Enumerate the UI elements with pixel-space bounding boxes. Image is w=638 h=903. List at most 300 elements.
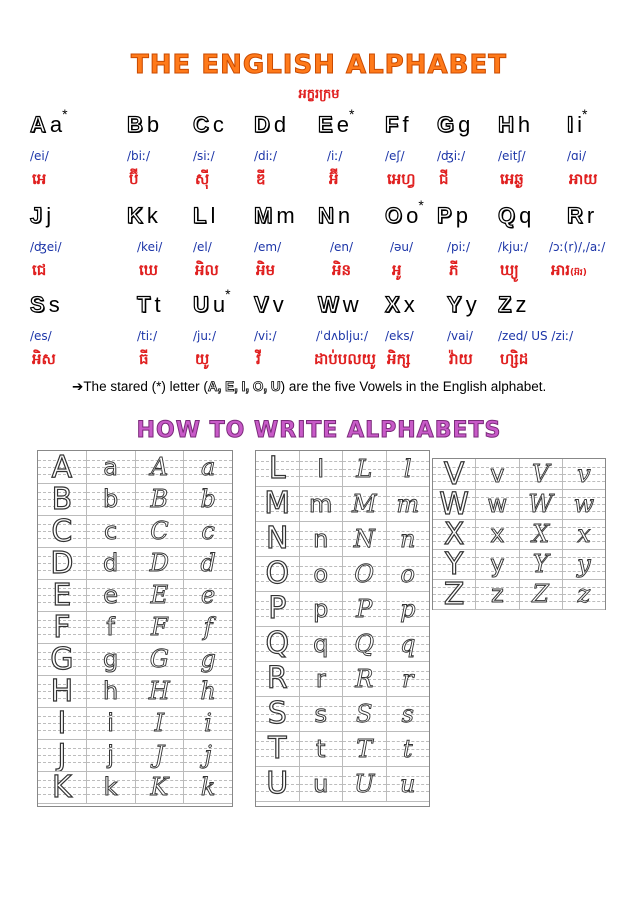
uppercase-letter: N xyxy=(318,203,334,228)
print-lowercase-glyph: u xyxy=(313,769,329,798)
cursive-uppercase-glyph: H xyxy=(148,677,170,705)
cursive-lowercase-box xyxy=(387,696,430,731)
cursive-lowercase-box xyxy=(563,549,605,579)
cursive-lowercase-box xyxy=(184,611,232,643)
writing-row-j xyxy=(38,739,232,772)
print-uppercase-glyph: H xyxy=(50,675,74,707)
cursive-uppercase-glyph: Z xyxy=(532,580,549,608)
writing-chart-l-u xyxy=(255,450,430,807)
uppercase-letter: C xyxy=(193,112,209,137)
khmer-pronunciation xyxy=(32,261,46,283)
uppercase-letter: M xyxy=(254,203,273,228)
lowercase-letter: s xyxy=(48,292,60,317)
print-lowercase-glyph: v xyxy=(490,460,505,488)
writing-chart-a-k xyxy=(37,450,233,807)
cursive-lowercase-box xyxy=(387,766,430,801)
print-uppercase-box xyxy=(256,521,300,556)
print-uppercase-box xyxy=(433,519,476,549)
khmer-text: អិក្ស xyxy=(387,350,411,368)
khmer-text: ឌី xyxy=(256,170,266,188)
cursive-uppercase-box xyxy=(520,519,563,549)
cursive-lowercase-box xyxy=(387,521,430,556)
khmer-pronunciation xyxy=(387,170,416,192)
writing-row-v xyxy=(433,459,605,490)
print-lowercase-box xyxy=(87,515,136,547)
cursive-lowercase-box xyxy=(184,739,232,771)
cursive-lowercase-box xyxy=(387,486,430,521)
ipa-pronunciation: /vai/ xyxy=(447,329,473,343)
ipa-pronunciation: /ʤiː/ xyxy=(437,149,466,163)
print-uppercase-box xyxy=(38,675,87,707)
khmer-text: អារ xyxy=(551,261,571,279)
cursive-uppercase-box xyxy=(136,515,185,547)
writing-row-l xyxy=(256,451,429,487)
print-lowercase-glyph: j xyxy=(107,741,114,769)
lowercase-letter: j xyxy=(46,203,52,228)
print-uppercase-box xyxy=(433,549,476,579)
print-lowercase-box xyxy=(476,579,519,609)
print-uppercase-box xyxy=(38,515,87,547)
print-uppercase-box xyxy=(38,451,87,483)
print-lowercase-glyph: r xyxy=(315,664,326,693)
cursive-uppercase-glyph: I xyxy=(154,709,165,737)
cursive-uppercase-glyph: Y xyxy=(532,550,549,578)
cursive-uppercase-box xyxy=(343,556,387,591)
print-uppercase-box xyxy=(256,556,300,591)
print-lowercase-box xyxy=(87,611,136,643)
cursive-lowercase-box xyxy=(184,771,232,803)
cursive-uppercase-box xyxy=(343,451,387,486)
print-lowercase-box xyxy=(300,661,344,696)
print-lowercase-box xyxy=(476,489,519,519)
khmer-text: យូ xyxy=(195,350,210,368)
cursive-uppercase-box xyxy=(136,643,185,675)
print-uppercase-box xyxy=(256,766,300,801)
lowercase-letter: u xyxy=(212,292,226,317)
ipa-pronunciation: /eʃ/ xyxy=(385,149,405,163)
print-uppercase-box xyxy=(38,611,87,643)
uppercase-letter: I xyxy=(567,112,574,137)
ipa-pronunciation: /iː/ xyxy=(327,149,343,163)
khmer-pronunciation xyxy=(256,350,261,372)
cursive-uppercase-box xyxy=(136,547,185,579)
uppercase-letter: A xyxy=(30,112,46,137)
print-uppercase-box xyxy=(256,451,300,486)
letter-o xyxy=(385,197,424,229)
print-uppercase-glyph: Q xyxy=(265,626,290,661)
khmer-pronunciation xyxy=(139,350,149,372)
print-uppercase-box xyxy=(38,739,87,771)
letter-r xyxy=(567,203,594,229)
print-lowercase-box xyxy=(87,547,136,579)
vowel-star-icon: * xyxy=(225,286,231,302)
print-uppercase-glyph: L xyxy=(268,451,286,486)
print-lowercase-box xyxy=(87,675,136,707)
cursive-uppercase-box xyxy=(343,521,387,556)
cursive-uppercase-glyph: V xyxy=(531,460,550,488)
cursive-lowercase-box xyxy=(184,643,232,675)
writing-row-i xyxy=(38,707,232,740)
cursive-lowercase-box xyxy=(563,519,605,549)
lowercase-letter: y xyxy=(465,292,477,317)
print-lowercase-box xyxy=(300,521,344,556)
lowercase-letter: v xyxy=(272,292,284,317)
letter-q xyxy=(498,203,531,229)
khmer-pronunciation xyxy=(449,261,459,283)
uppercase-letter: D xyxy=(254,112,270,137)
cursive-uppercase-glyph: O xyxy=(354,559,375,588)
cursive-lowercase-box xyxy=(387,591,430,626)
cursive-lowercase-glyph: f xyxy=(203,613,213,641)
ipa-pronunciation: /diː/ xyxy=(254,149,278,163)
ipa-pronunciation: /ˈdʌbljuː/ xyxy=(316,329,369,343)
cursive-lowercase-glyph: x xyxy=(577,520,591,548)
khmer-pronunciation xyxy=(500,350,528,372)
khmer-pronunciation xyxy=(195,170,209,192)
letter-k xyxy=(127,203,158,229)
cursive-lowercase-box xyxy=(184,483,232,515)
khmer-text: ធី xyxy=(139,350,149,368)
print-lowercase-box xyxy=(300,626,344,661)
print-uppercase-box xyxy=(38,771,87,803)
print-uppercase-glyph: D xyxy=(50,547,74,579)
print-uppercase-glyph: G xyxy=(50,643,74,675)
cursive-lowercase-box xyxy=(563,489,605,519)
khmer-text: ឃ្យូ xyxy=(500,261,519,279)
khmer-pronunciation xyxy=(439,170,449,192)
lowercase-letter: d xyxy=(273,112,287,137)
print-uppercase-glyph: F xyxy=(53,611,71,643)
cursive-lowercase-glyph: q xyxy=(400,629,416,658)
cursive-uppercase-box xyxy=(136,675,185,707)
print-uppercase-box xyxy=(256,661,300,696)
cursive-uppercase-glyph: X xyxy=(532,520,550,548)
ipa-pronunciation: /juː/ xyxy=(193,329,217,343)
khmer-text: ជី xyxy=(439,170,449,188)
print-uppercase-box xyxy=(433,579,476,609)
cursive-uppercase-glyph: M xyxy=(351,489,377,518)
letter-d xyxy=(254,112,286,138)
khmer-text: ភី xyxy=(449,261,459,279)
letter-c xyxy=(193,112,224,138)
lowercase-letter: g xyxy=(458,112,471,137)
arrow-icon: ➔ xyxy=(72,379,84,394)
print-uppercase-box xyxy=(256,696,300,731)
note-text-before: The stared (*) letter ( xyxy=(83,379,208,394)
vowel-star-icon: * xyxy=(62,106,68,122)
uppercase-letter: E xyxy=(318,112,333,137)
print-lowercase-box xyxy=(87,643,136,675)
khmer-text: អិល xyxy=(195,261,219,279)
khmer-pronunciation xyxy=(314,350,376,372)
print-uppercase-box xyxy=(256,731,300,766)
print-uppercase-glyph: O xyxy=(265,556,290,591)
print-uppercase-box xyxy=(38,707,87,739)
cursive-lowercase-glyph: y xyxy=(577,550,591,578)
letter-g xyxy=(437,112,470,138)
print-uppercase-box xyxy=(38,579,87,611)
lowercase-letter: c xyxy=(212,112,224,137)
cursive-lowercase-glyph: v xyxy=(577,460,591,488)
khmer-pronunciation xyxy=(256,261,275,283)
writing-row-d xyxy=(38,547,232,580)
khmer-text: អិស xyxy=(32,350,56,368)
print-lowercase-box xyxy=(87,451,136,483)
print-uppercase-glyph: M xyxy=(264,486,291,521)
cursive-uppercase-glyph: P xyxy=(356,594,373,623)
cursive-uppercase-box xyxy=(520,459,563,489)
print-lowercase-glyph: c xyxy=(104,517,118,545)
section-title-how-to-write: HOW TO WRITE ALPHABETS xyxy=(136,418,502,443)
print-lowercase-box xyxy=(87,707,136,739)
ipa-pronunciation: /əu/ xyxy=(390,240,414,254)
print-uppercase-box xyxy=(256,626,300,661)
cursive-lowercase-glyph: w xyxy=(573,490,595,518)
khmer-text: អាយ xyxy=(569,170,598,188)
cursive-lowercase-box xyxy=(563,459,605,489)
lowercase-letter: l xyxy=(210,203,216,228)
print-uppercase-glyph: K xyxy=(52,771,72,803)
writing-row-y xyxy=(433,549,605,580)
khmer-alt-text: (អ៊រ) xyxy=(570,268,587,278)
print-lowercase-box xyxy=(87,739,136,771)
cursive-lowercase-glyph: m xyxy=(396,489,420,518)
cursive-lowercase-glyph: r xyxy=(402,664,414,693)
lowercase-letter: b xyxy=(146,112,160,137)
writing-row-c xyxy=(38,515,232,548)
cursive-lowercase-glyph: t xyxy=(402,734,413,763)
writing-row-q xyxy=(256,626,429,662)
cursive-lowercase-box xyxy=(563,579,605,609)
print-uppercase-glyph: W xyxy=(439,489,469,519)
writing-row-u xyxy=(256,766,429,802)
cursive-lowercase-box xyxy=(184,707,232,739)
lowercase-letter: z xyxy=(515,292,527,317)
cursive-uppercase-box xyxy=(343,626,387,661)
print-lowercase-glyph: t xyxy=(316,734,326,763)
lowercase-letter: k xyxy=(146,203,158,228)
print-uppercase-glyph: X xyxy=(443,519,465,549)
writing-row-h xyxy=(38,675,232,708)
cursive-uppercase-box xyxy=(343,696,387,731)
print-uppercase-box xyxy=(38,483,87,515)
ipa-pronunciation: /biː/ xyxy=(127,149,151,163)
uppercase-letter: O xyxy=(385,203,403,228)
letter-m xyxy=(254,203,295,229)
letter-x xyxy=(385,292,415,318)
print-lowercase-box xyxy=(300,696,344,731)
writing-row-b xyxy=(38,483,232,516)
cursive-lowercase-box xyxy=(184,451,232,483)
lowercase-letter: r xyxy=(586,203,595,228)
note-text-after: ) are the five Vowels in the English alphabet. xyxy=(280,379,547,394)
cursive-uppercase-box xyxy=(520,579,563,609)
print-uppercase-glyph: I xyxy=(57,707,67,739)
print-lowercase-glyph: g xyxy=(103,645,119,673)
lowercase-letter: i xyxy=(577,112,583,137)
cursive-uppercase-box xyxy=(136,739,185,771)
cursive-uppercase-glyph: T xyxy=(356,734,373,763)
print-uppercase-glyph: B xyxy=(51,483,73,515)
uppercase-letter: Y xyxy=(447,292,462,317)
cursive-lowercase-glyph: i xyxy=(204,709,212,737)
print-lowercase-glyph: m xyxy=(309,489,333,518)
ipa-pronunciation: /viː/ xyxy=(254,329,277,343)
cursive-lowercase-glyph: d xyxy=(200,549,216,577)
cursive-lowercase-box xyxy=(387,731,430,766)
uppercase-letter: P xyxy=(437,203,452,228)
khmer-text: ស៊ី xyxy=(195,170,210,188)
print-lowercase-glyph: f xyxy=(106,613,115,641)
cursive-lowercase-glyph: e xyxy=(201,581,216,609)
ipa-pronunciation: /kjuː/ xyxy=(498,240,529,254)
print-uppercase-glyph: P xyxy=(268,591,287,626)
letter-i xyxy=(567,106,588,138)
writing-row-t xyxy=(256,731,429,767)
print-uppercase-box xyxy=(256,591,300,626)
khmer-pronunciation xyxy=(329,170,339,192)
khmer-text: ជេ xyxy=(32,261,47,279)
lowercase-letter: w xyxy=(342,292,359,317)
ipa-pronunciation: /ɑi/ xyxy=(567,149,587,163)
khmer-text: អេ xyxy=(32,170,47,188)
letter-l xyxy=(193,203,215,229)
ipa-pronunciation: /em/ xyxy=(254,240,282,254)
print-lowercase-box xyxy=(476,459,519,489)
letter-j xyxy=(30,203,51,229)
ipa-pronunciation: /siː/ xyxy=(193,149,215,163)
print-lowercase-glyph: e xyxy=(103,581,118,609)
print-uppercase-box xyxy=(38,547,87,579)
print-lowercase-box xyxy=(476,549,519,579)
print-lowercase-glyph: q xyxy=(313,629,329,658)
uppercase-letter: R xyxy=(567,203,583,228)
cursive-uppercase-glyph: L xyxy=(356,454,373,483)
cursive-uppercase-glyph: U xyxy=(354,769,375,798)
lowercase-letter: n xyxy=(337,203,351,228)
khmer-pronunciation xyxy=(256,170,266,192)
writing-row-w xyxy=(433,489,605,520)
khmer-pronunciation xyxy=(449,350,473,372)
cursive-lowercase-glyph: b xyxy=(200,485,216,513)
ipa-pronunciation: /el/ xyxy=(193,240,212,254)
ipa-pronunciation: /es/ xyxy=(30,329,52,343)
print-lowercase-box xyxy=(300,451,344,486)
letter-z xyxy=(498,292,526,318)
print-uppercase-glyph: U xyxy=(266,766,289,801)
uppercase-letter: K xyxy=(127,203,143,228)
writing-row-g xyxy=(38,643,232,676)
cursive-lowercase-glyph: o xyxy=(400,559,415,588)
vowel-star-icon: * xyxy=(582,106,588,122)
khmer-pronunciation xyxy=(392,261,402,283)
cursive-uppercase-glyph: C xyxy=(150,517,169,545)
cursive-lowercase-box xyxy=(184,675,232,707)
cursive-uppercase-box xyxy=(136,707,185,739)
note-vowels: A, E, I, O, U xyxy=(207,379,281,394)
khmer-text: វី xyxy=(256,350,261,368)
print-uppercase-glyph: Y xyxy=(444,549,464,579)
letter-n xyxy=(318,203,350,229)
page-title: THE ENGLISH ALPHABET xyxy=(131,50,507,80)
print-lowercase-box xyxy=(300,486,344,521)
cursive-lowercase-glyph: z xyxy=(577,580,591,608)
uppercase-letter: F xyxy=(385,112,399,137)
cursive-lowercase-glyph: p xyxy=(400,594,416,623)
ipa-pronunciation: /eitʃ/ xyxy=(498,149,526,163)
uppercase-letter: U xyxy=(193,292,209,317)
writing-row-f xyxy=(38,611,232,644)
cursive-lowercase-box xyxy=(184,515,232,547)
writing-row-o xyxy=(256,556,429,592)
print-uppercase-glyph: E xyxy=(52,579,72,611)
writing-row-p xyxy=(256,591,429,627)
print-lowercase-glyph: k xyxy=(103,773,118,801)
print-lowercase-box xyxy=(87,579,136,611)
khmer-text: វ៉ាយ xyxy=(449,350,473,368)
cursive-uppercase-glyph: D xyxy=(149,549,169,577)
writing-row-s xyxy=(256,696,429,732)
uppercase-letter: J xyxy=(30,203,43,228)
cursive-lowercase-box xyxy=(387,661,430,696)
print-uppercase-glyph: C xyxy=(51,515,73,547)
cursive-lowercase-glyph: l xyxy=(403,454,412,483)
cursive-uppercase-glyph: W xyxy=(528,490,553,518)
letter-a xyxy=(30,106,68,138)
cursive-lowercase-box xyxy=(184,579,232,611)
cursive-uppercase-glyph: K xyxy=(150,773,169,801)
writing-row-r xyxy=(256,661,429,697)
print-lowercase-glyph: p xyxy=(313,594,329,623)
print-uppercase-glyph: R xyxy=(266,661,288,696)
letter-w xyxy=(318,292,359,318)
print-uppercase-box xyxy=(433,489,476,519)
print-lowercase-glyph: a xyxy=(103,453,118,481)
writing-row-n xyxy=(256,521,429,557)
cursive-uppercase-glyph: E xyxy=(150,581,169,609)
vowel-note xyxy=(72,379,546,395)
cursive-uppercase-box xyxy=(136,483,185,515)
cursive-uppercase-box xyxy=(343,591,387,626)
khmer-pronunciation xyxy=(332,261,351,283)
lowercase-letter: q xyxy=(519,203,532,228)
ipa-pronunciation: /ʤei/ xyxy=(30,240,62,254)
print-uppercase-box xyxy=(256,486,300,521)
lowercase-letter: f xyxy=(402,112,409,137)
lowercase-letter: h xyxy=(517,112,531,137)
print-lowercase-box xyxy=(300,766,344,801)
print-lowercase-glyph: x xyxy=(490,520,505,548)
lowercase-letter: m xyxy=(276,203,295,228)
khmer-pronunciation xyxy=(500,170,524,192)
cursive-uppercase-glyph: F xyxy=(151,613,168,641)
cursive-uppercase-glyph: A xyxy=(150,453,169,481)
khmer-pronunciation xyxy=(569,170,598,192)
writing-row-m xyxy=(256,486,429,522)
cursive-uppercase-glyph: N xyxy=(353,524,375,553)
uppercase-letter: V xyxy=(254,292,269,317)
letter-v xyxy=(254,292,284,318)
writing-row-a xyxy=(38,451,232,484)
cursive-uppercase-box xyxy=(343,766,387,801)
letter-e xyxy=(318,106,355,138)
cursive-uppercase-glyph: J xyxy=(154,741,165,769)
print-lowercase-glyph: l xyxy=(317,454,325,483)
letter-u xyxy=(193,286,231,318)
letter-b xyxy=(127,112,159,138)
uppercase-letter: Z xyxy=(498,292,512,317)
cursive-lowercase-glyph: c xyxy=(201,517,215,545)
